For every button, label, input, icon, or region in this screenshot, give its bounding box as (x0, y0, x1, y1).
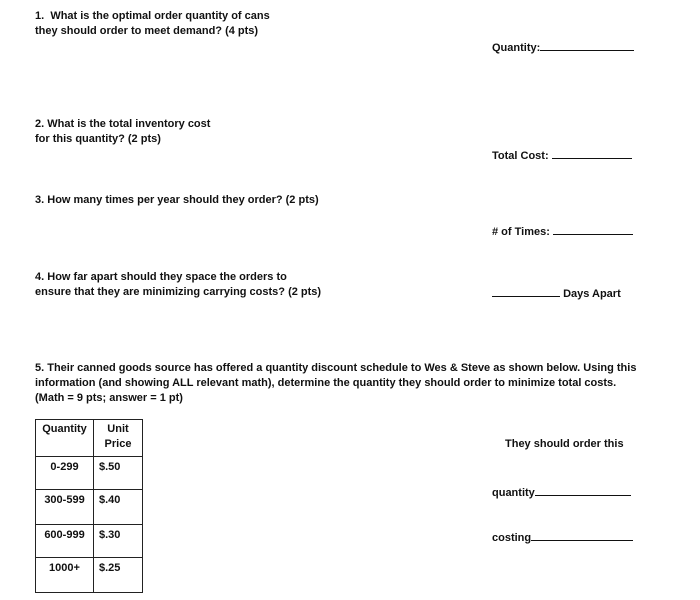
question-1-line-1 (35, 9, 270, 24)
question-5-line-3: (Math = 9 pts; answer = 1 pt) (35, 392, 183, 404)
price-cell: $.40 (94, 490, 143, 525)
total-cost-answer-blank[interactable] (552, 148, 632, 159)
days-apart-label: Days Apart (563, 288, 621, 300)
question-3-text: How many times per year should they order? (2 pts) (47, 194, 319, 206)
question-2-number: 2. (35, 118, 45, 130)
quantity-cell: 0-299 (36, 457, 94, 490)
question-3-number: 3. (35, 194, 45, 206)
question-1-text: What is the optimal order quantity of cans (50, 10, 270, 22)
quantity-label: Quantity: (492, 42, 541, 54)
price-cell: $.50 (94, 457, 143, 490)
header-quantity: Quantity (36, 420, 94, 457)
table-row (36, 558, 143, 593)
days-apart-answer-blank[interactable] (492, 286, 560, 297)
order-costing-answer (492, 530, 633, 546)
question-1-number: 1. (35, 10, 45, 22)
order-costing-label: costing (492, 532, 532, 544)
order-costing-blank[interactable] (531, 530, 633, 541)
times-label: # of Times: (492, 226, 550, 238)
quantity-cell: 300-599 (36, 490, 94, 525)
question-5-line-2: information (and showing ALL relevant math), determine the quantity they should order to minimize total costs. (35, 377, 617, 389)
total-cost-answer (492, 148, 632, 164)
table-row (36, 490, 143, 525)
quantity-answer-blank[interactable] (540, 40, 634, 51)
quantity-cell: 600-999 (36, 525, 94, 558)
header-price: Price (104, 438, 132, 450)
question-5-line-1: 5. Their canned goods source has offered a quantity discount schedule to Wes & Steve as shown below. Using this (35, 362, 637, 374)
order-answer-intro: They should order this (505, 438, 624, 450)
table-row (36, 457, 143, 490)
times-answer-blank[interactable] (553, 224, 633, 235)
days-apart-answer (492, 286, 621, 302)
question-1-line-2: they should order to meet demand? (4 pts) (35, 25, 259, 37)
question-2-line-1 (35, 117, 210, 132)
total-cost-label: Total Cost: (492, 150, 549, 162)
question-4-number: 4. (35, 271, 45, 283)
table-header-row (36, 420, 143, 457)
price-cell: $.25 (94, 558, 143, 593)
header-unit-price (94, 420, 143, 457)
question-2-line-2: for this quantity? (2 pts) (35, 133, 161, 145)
discount-schedule-table (35, 419, 143, 593)
header-unit: Unit (107, 423, 129, 435)
question-2-text: What is the total inventory cost (47, 118, 211, 130)
order-quantity-blank[interactable] (535, 485, 631, 496)
question-3-line-1 (35, 193, 319, 208)
table-row (36, 525, 143, 558)
price-cell: $.30 (94, 525, 143, 558)
times-answer (492, 224, 633, 240)
order-quantity-label: quantity (492, 487, 535, 499)
order-quantity-answer (492, 485, 631, 501)
quantity-cell: 1000+ (36, 558, 94, 593)
question-4-line-1 (35, 270, 287, 285)
question-4-text: How far apart should they space the orders to (47, 271, 287, 283)
quantity-answer (492, 40, 634, 56)
question-4-line-2: ensure that they are minimizing carrying costs? (2 pts) (35, 286, 322, 298)
